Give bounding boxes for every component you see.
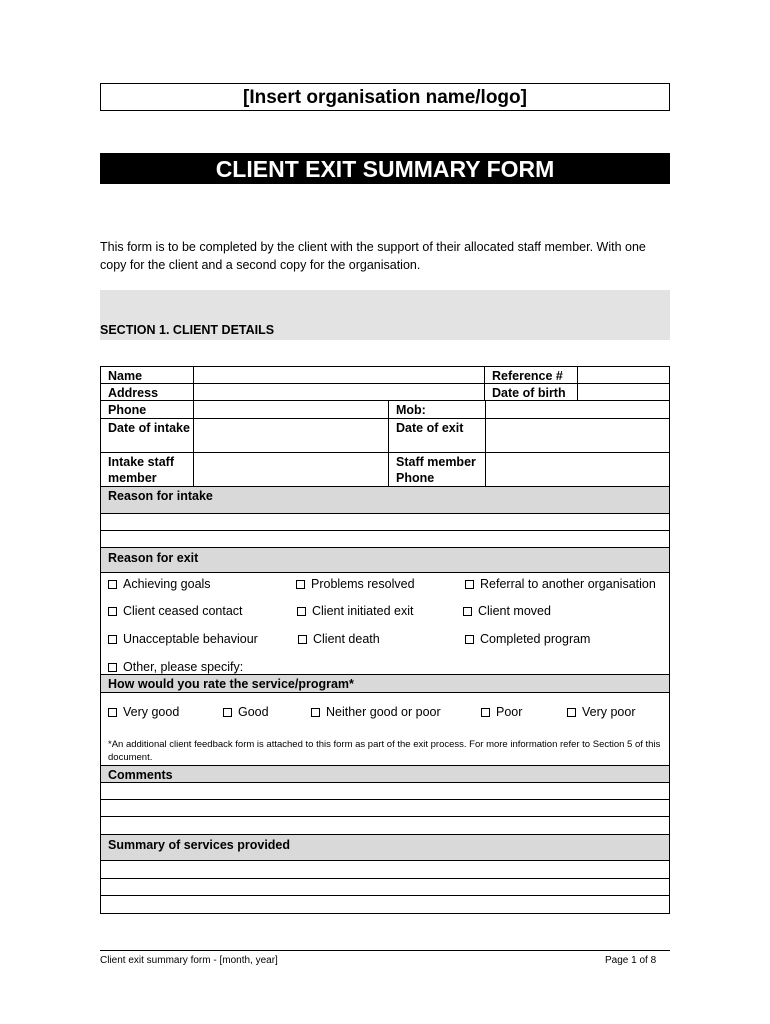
- rating-poor[interactable]: Poor: [481, 704, 522, 720]
- checkbox-icon: [108, 708, 117, 717]
- checkbox-icon: [223, 708, 232, 717]
- comments-line-3[interactable]: [100, 816, 670, 835]
- exit-option-referral[interactable]: Referral to another organisation: [465, 576, 656, 592]
- summary-line-3[interactable]: [100, 895, 670, 914]
- date-of-intake-label: Date of intake: [100, 418, 194, 453]
- intake-staff-field[interactable]: [193, 452, 389, 487]
- organisation-name-placeholder: [Insert organisation name/logo]: [100, 83, 670, 111]
- checkbox-icon: [465, 580, 474, 589]
- reference-label: Reference #: [484, 366, 578, 384]
- reason-for-intake-line-2[interactable]: [100, 530, 670, 548]
- reason-for-intake-header: Reason for intake: [100, 486, 670, 514]
- checkbox-icon: [311, 708, 320, 717]
- name-label: Name: [100, 366, 194, 384]
- phone-label: Phone: [100, 400, 194, 419]
- date-of-intake-field[interactable]: [193, 418, 389, 453]
- exit-option-client-moved[interactable]: Client moved: [463, 603, 551, 619]
- rating-options: [100, 692, 670, 766]
- comments-header: Comments: [100, 765, 670, 783]
- client-details-table: [100, 366, 670, 914]
- exit-option-completed-program[interactable]: Completed program: [465, 631, 590, 647]
- checkbox-icon: [297, 607, 306, 616]
- summary-line-2[interactable]: [100, 878, 670, 896]
- form-title: CLIENT EXIT SUMMARY FORM: [100, 153, 670, 184]
- date-of-birth-label: Date of birth: [484, 383, 578, 401]
- mob-label: Mob:: [388, 400, 486, 419]
- exit-option-client-death[interactable]: Client death: [298, 631, 380, 647]
- date-of-exit-label: Date of exit: [388, 418, 486, 453]
- reason-for-exit-options: [100, 572, 670, 675]
- intro-text: This form is to be completed by the client with the support of their allocated staff member. With one copy for the client and a second copy for the organisation.: [100, 240, 646, 272]
- summary-line-1[interactable]: [100, 860, 670, 879]
- checkbox-icon: [567, 708, 576, 717]
- exit-option-problems-resolved[interactable]: Problems resolved: [296, 576, 415, 592]
- exit-option-unacceptable-behaviour[interactable]: Unacceptable behaviour: [108, 631, 258, 647]
- rating-good[interactable]: Good: [223, 704, 269, 720]
- address-label: Address: [100, 383, 194, 401]
- exit-option-client-initiated-exit[interactable]: Client initiated exit: [297, 603, 413, 619]
- checkbox-icon: [108, 607, 117, 616]
- name-field[interactable]: [193, 366, 485, 384]
- comments-line-2[interactable]: [100, 799, 670, 817]
- mob-field[interactable]: [485, 400, 670, 419]
- intake-staff-label: Intake staff member: [100, 452, 194, 487]
- footer-divider: [100, 950, 670, 951]
- checkbox-icon: [108, 635, 117, 644]
- rating-very-poor[interactable]: Very poor: [567, 704, 636, 720]
- staff-member-phone-label: Staff member Phone: [388, 452, 486, 487]
- reason-for-intake-line-1[interactable]: [100, 513, 670, 531]
- comments-line-1[interactable]: [100, 782, 670, 800]
- rating-header: How would you rate the service/program*: [100, 674, 670, 693]
- checkbox-icon: [296, 580, 305, 589]
- exit-option-other[interactable]: Other, please specify:: [108, 659, 243, 675]
- rating-neither[interactable]: Neither good or poor: [311, 704, 441, 720]
- checkbox-icon: [108, 580, 117, 589]
- checkbox-icon: [481, 708, 490, 717]
- exit-option-achieving-goals[interactable]: Achieving goals: [108, 576, 211, 592]
- staff-member-phone-field[interactable]: [485, 452, 670, 487]
- feedback-note: *An additional client feedback form is attached to this form as part of the exit process. For more information refer to Section 5 of this document.: [108, 739, 661, 763]
- footer-left-text: Client exit summary form - [month, year]: [100, 955, 278, 966]
- checkbox-icon: [465, 635, 474, 644]
- rating-very-good[interactable]: Very good: [108, 704, 179, 720]
- section-title: SECTION 1. CLIENT DETAILS: [100, 323, 275, 337]
- address-field[interactable]: [193, 383, 485, 401]
- date-of-exit-field[interactable]: [485, 418, 670, 453]
- checkbox-icon: [298, 635, 307, 644]
- phone-field[interactable]: [193, 400, 389, 419]
- checkbox-icon: [108, 663, 117, 672]
- summary-services-header: Summary of services provided: [100, 834, 670, 861]
- exit-option-client-ceased-contact[interactable]: Client ceased contact: [108, 603, 243, 619]
- reason-for-exit-header: Reason for exit: [100, 547, 670, 573]
- date-of-birth-field[interactable]: [577, 383, 670, 401]
- reference-field[interactable]: [577, 366, 670, 384]
- checkbox-icon: [463, 607, 472, 616]
- page-number: Page 1 of 8: [605, 955, 657, 966]
